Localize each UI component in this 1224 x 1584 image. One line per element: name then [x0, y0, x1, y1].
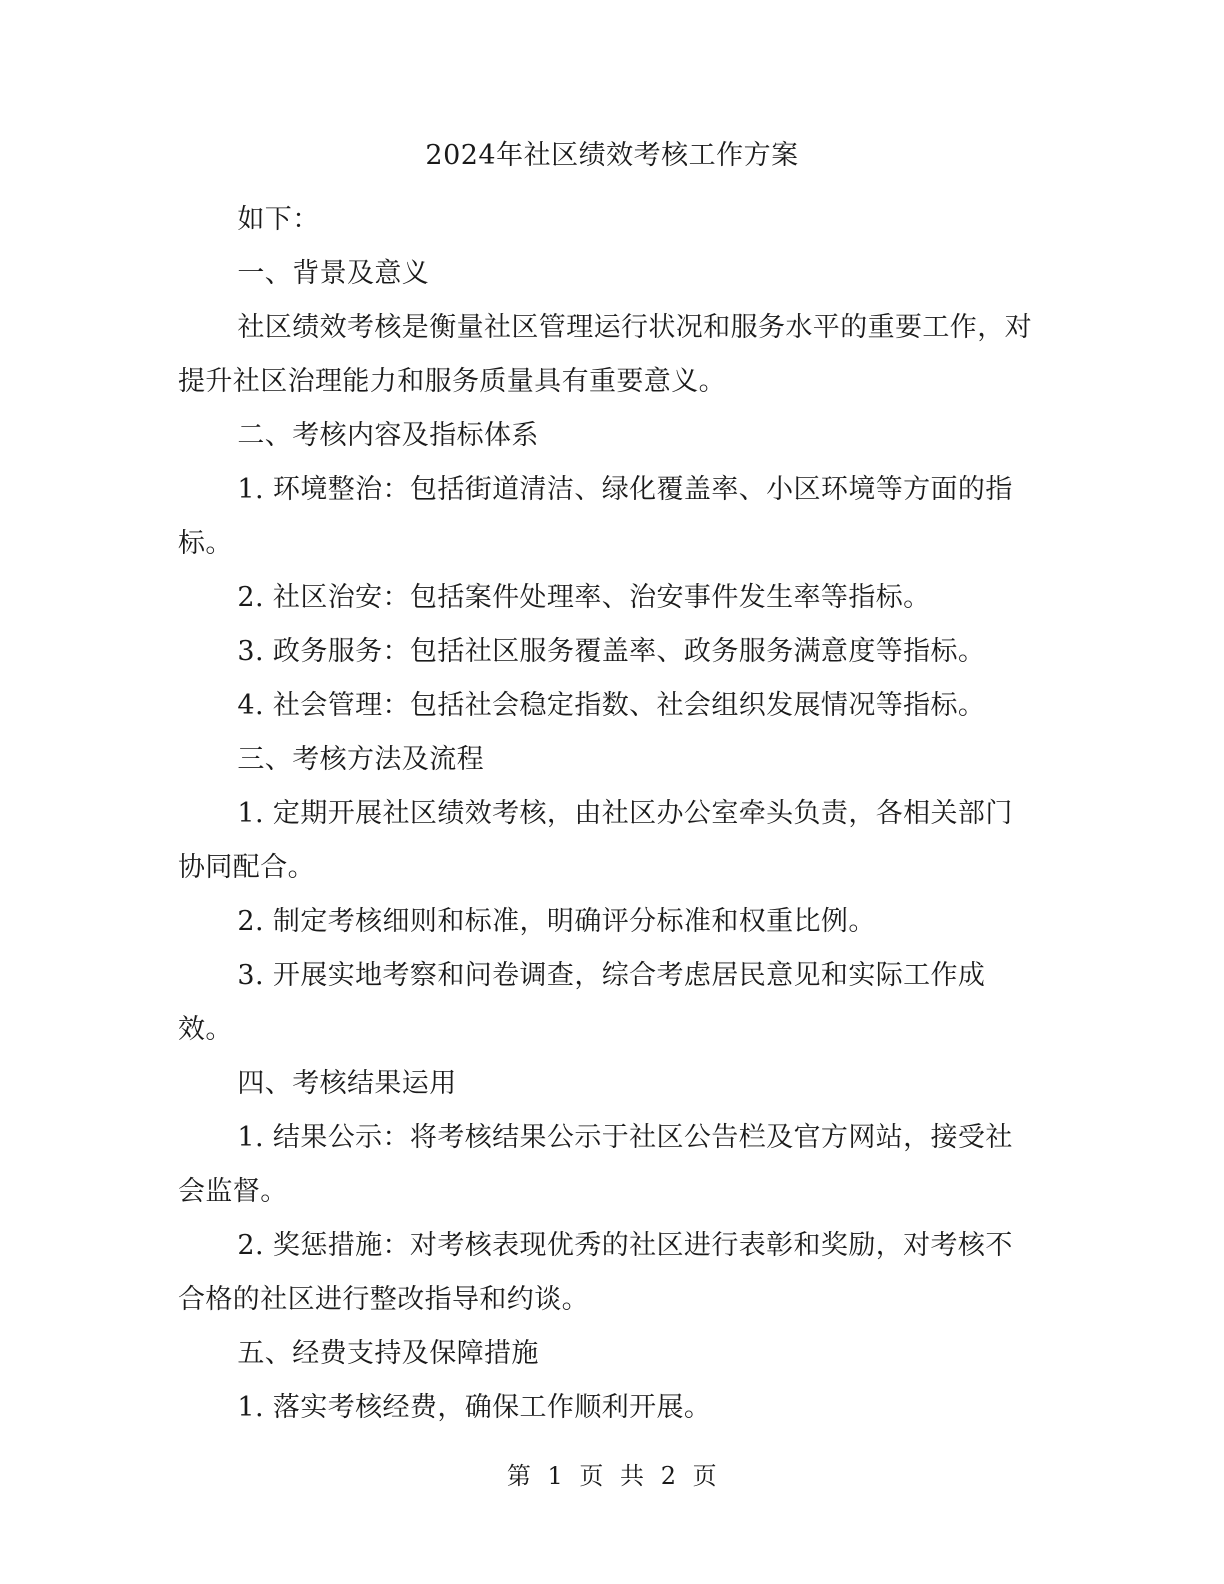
list-item-environment: 1. 环境整治：包括街道清洁、绿化覆盖率、小区环境等方面的指标。	[178, 474, 1013, 559]
paragraph-intro: 如下：	[237, 204, 320, 235]
list-item-method-3: 3. 开展实地考察和问卷调查，综合考虑居民意见和实际工作成效。	[178, 960, 986, 1045]
list-item-security: 2. 社区治安：包括案件处理率、治安事件发生率等指标。	[237, 582, 931, 613]
document-title: 2024年社区绩效考核工作方案	[425, 140, 799, 171]
list-item-funding-1: 1. 落实考核经费，确保工作顺利开展。	[237, 1392, 712, 1423]
list-item-government-service: 3. 政务服务：包括社区服务覆盖率、政务服务满意度等指标。	[237, 636, 986, 667]
section-heading-method: 三、考核方法及流程	[237, 744, 484, 775]
list-item-method-1: 1. 定期开展社区绩效考核，由社区办公室牵头负责，各相关部门协同配合。	[178, 798, 1013, 883]
list-item-results-1: 1. 结果公示：将考核结果公示于社区公告栏及官方网站，接受社会监督。	[178, 1122, 1013, 1207]
document-body	[178, 193, 1034, 1435]
section-heading-funding: 五、经费支持及保障措施	[237, 1338, 539, 1369]
section-heading-results: 四、考核结果运用	[237, 1068, 457, 1099]
list-item-method-2: 2. 制定考核细则和标准，明确评分标准和权重比例。	[237, 906, 876, 937]
section-heading-background: 一、背景及意义	[237, 258, 430, 289]
list-item-results-2: 2. 奖惩措施：对考核表现优秀的社区进行表彰和奖励，对考核不合格的社区进行整改指导和约谈。	[178, 1230, 1013, 1315]
section-heading-content: 二、考核内容及指标体系	[237, 420, 539, 451]
page-number-footer: 第 1 页 共 2 页	[506, 1462, 718, 1490]
list-item-social-management: 4. 社会管理：包括社会稳定指数、社会组织发展情况等指标。	[237, 690, 986, 721]
paragraph-background: 社区绩效考核是衡量社区管理运行状况和服务水平的重要工作，对提升社区治理能力和服务质量具有重要意义。	[178, 312, 1032, 397]
